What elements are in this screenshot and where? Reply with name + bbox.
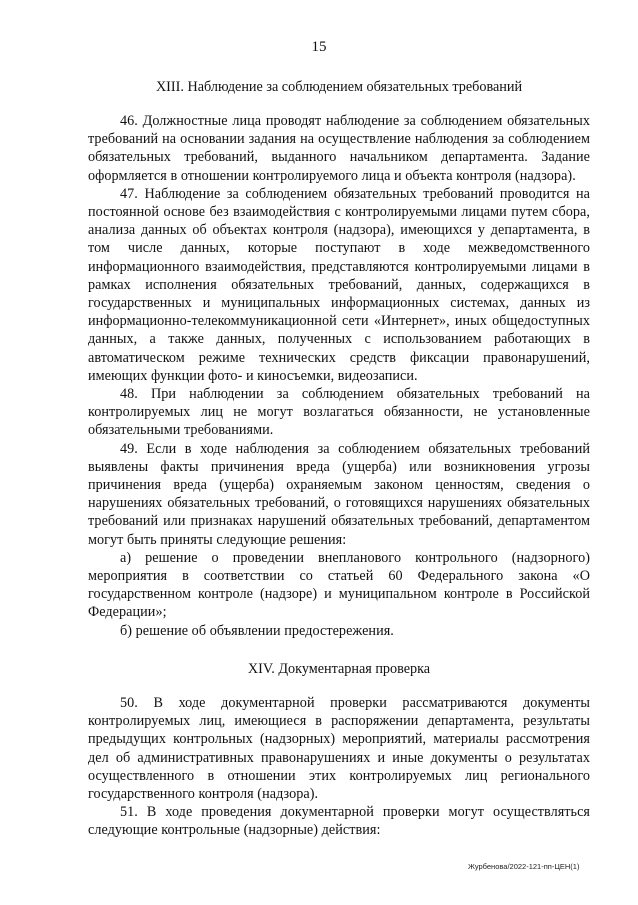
- paragraph-50: 50. В ходе документарной проверки рассматриваются документы контролируемых лиц, имеющиеся в распоряжении департамента, результаты предыдущих контрольных (надзорных) мероприятий, материалы рассмотрения дел об административных правонарушениях и иные документы о результатах осуществленного в отношении этих контролируемых лиц регионального государственного контроля (надзора).: [88, 695, 590, 803]
- paragraph-48: 48. При наблюдении за соблюдением обязательных требований на контролируемых лиц не могут возлагаться обязанности, не установленные обязательными требованиями.: [88, 386, 590, 439]
- paragraph-47: 47. Наблюдение за соблюдением обязательных требований проводится на постоянной основе без взаимодействия с контролируемыми лицами путем сбора, анализа данных об объектах контроля (надзора), имеющихся у департамента, в том числе данных, которые поступают в ходе межведомственного информационного взаимодействия, представляются контролируемыми лицами в рамках исполнения обязательных требований, данных, содержащихся в государственных и муниципальных информационных системах, данных из информационно-телекоммуникационной сети «Интернет», иных общедоступных данных, а также данных, полученных с использованием работающих в автоматическом режиме технических средств фиксации правонарушений, имеющих функции фото- и киносъемки, видеозаписи.: [88, 185, 590, 384]
- page-number: 15: [311, 39, 327, 55]
- paragraph-51: 51. В ходе проведения документарной проверки могут осуществляться следующие контрольные (надзорные) действия:: [88, 804, 590, 839]
- document-footer-code: Журбенова/2022-121-пп-ЦЕН(1): [468, 862, 580, 871]
- paragraph-49-a: а) решение о проведении внепланового контрольного (надзорного) мероприятия в соответствии со статьей 60 Федерального закона «О государственном контроле (надзоре) и муниципальном контроле в Российской Федерации»;: [88, 549, 590, 621]
- section-heading-xiii: XIII. Наблюдение за соблюдением обязательных требований: [155, 79, 523, 95]
- section-xiv-body: [88, 694, 590, 840]
- section-xiii-body: [88, 112, 590, 640]
- section-heading-xiv: XIV. Документарная проверка: [247, 661, 431, 677]
- paragraph-49-b: б) решение об объявлении предостережения.: [120, 622, 394, 639]
- paragraph-46: 46. Должностные лица проводят наблюдение за соблюдением обязательных требований на основании задания на осуществление наблюдения за соблюдением обязательных требований, выданного начальником департамента. Задание оформляется в отношении контролируемого лица и объекта контроля (надзора).: [88, 113, 590, 184]
- paragraph-49: 49. Если в ходе наблюдения за соблюдением обязательных требований выявлены факты причинения вреда (ущерба) или возникновения угрозы причинения вреда (ущерба) охраняемым законом ценностям, сведения о нарушениях обязательных требований, о готовящихся нарушениях обязательных требований или признаках нарушений обязательных требований, департаментом могут быть приняты следующие решения:: [88, 440, 590, 548]
